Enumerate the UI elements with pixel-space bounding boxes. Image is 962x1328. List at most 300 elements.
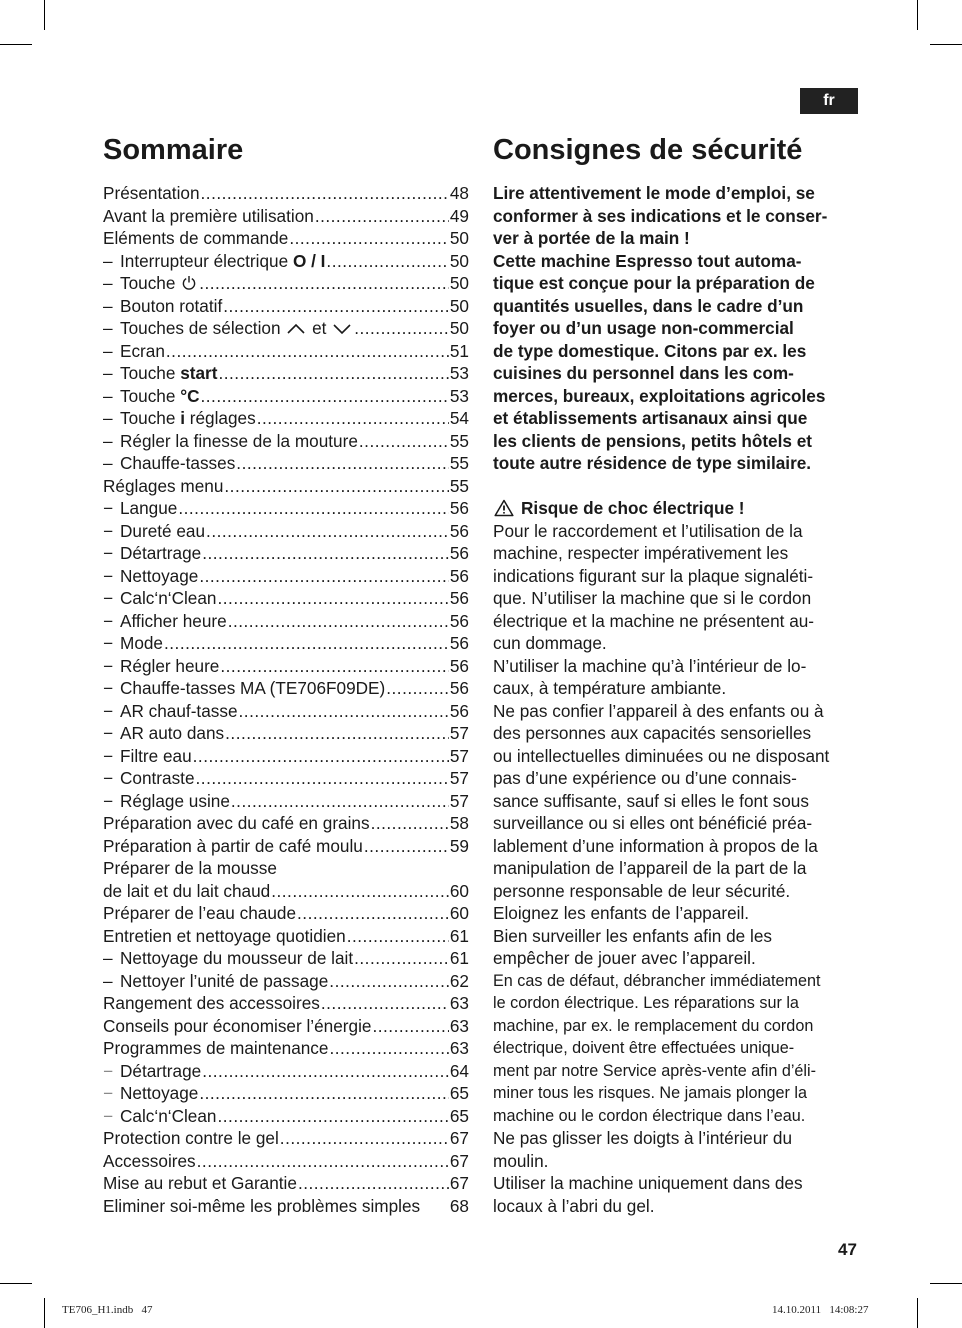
toc-page-number: 65 [449,1105,469,1126]
toc-page-number: 49 [449,205,469,226]
toc-entry [103,835,469,858]
body-line: manipulation de l’appareil de la part de la [493,858,807,878]
body-line: Utiliser la machine uniquement dans des [493,1173,803,1193]
toc-entry [103,430,469,453]
body-line-small: machine ou le cordon électrique dans l’eau. [493,1106,806,1125]
toc-label-text: Accessoires [103,1150,196,1171]
toc-entry [103,565,469,588]
toc-label-text: Réglage usine [120,790,230,811]
toc-page-number: 56 [449,700,469,721]
toc-leader [354,317,449,340]
toc-label-text: Calc‘n‘Clean [120,1105,217,1126]
body-line: Ne pas confier l’appareil à des enfants ou à [493,700,824,721]
crop-mark [0,1283,32,1284]
toc-label [120,745,192,768]
toc-page-number: 67 [449,1150,469,1171]
toc-label [103,857,277,880]
toc-leader [354,947,449,970]
toc-label [103,925,346,948]
toc-entry [103,632,469,655]
toc-page-number: 56 [449,610,469,631]
toc-key-name: start [180,363,218,383]
body-line-small: ment par notre Service après-vente afin d’éli- [493,1061,817,1080]
body-line: caux, à température ambiante. [493,678,727,698]
toc-page-number: 56 [449,655,469,676]
toc-leader [257,407,449,430]
toc-label-text: AR chauf-tasse [120,700,238,721]
toc-leader [364,835,449,858]
toc-label-text: Chauffe-tasses [120,453,236,473]
warning-heading [493,497,865,520]
toc-entry [103,1195,469,1218]
body-line: Bien surveiller les enfants afin de les [493,925,772,946]
toc-leader [218,362,448,385]
toc-entry [103,902,469,925]
toc-page-number: 51 [449,340,469,361]
toc-dash: – [103,970,113,991]
toc-label [103,835,363,858]
toc-leader [202,1060,449,1083]
toc-label [120,677,385,700]
body-line-small: électrique, doivent être effectuées unique- [493,1039,795,1057]
body-line: sance suffisante, sauf si elles le font sous [493,790,809,811]
toc-page-number: 61 [449,925,469,946]
toc-entry [103,317,469,340]
toc-leader [321,992,449,1015]
toc-dash: − [103,610,114,631]
toc-page-number: 59 [449,835,469,856]
body-line: Pour le raccordement et l’utilisation de la [493,520,803,541]
toc-label [120,362,217,385]
toc-entry [103,857,469,902]
footer-file: TE706_H1.indb 47 [62,1304,153,1316]
toc-page-number: 63 [449,1015,469,1036]
toc-entry [103,272,469,295]
body-line: lablement d’une information à propos de la [493,835,818,856]
body-line: empêcher de jouer avec l’appareil. [493,948,756,968]
toc-leader [371,812,449,835]
toc-leader [289,227,449,250]
toc-entry [103,497,469,520]
safety-body [493,520,865,970]
toc-dash: – [103,340,113,361]
toc-label [103,1195,420,1218]
toc-dash: − [103,1083,114,1103]
toc-label-text: AR auto dans [120,723,225,743]
toc-leader [228,610,449,633]
toc-page-number: 63 [449,993,469,1013]
warning-icon [494,499,514,517]
toc-label [103,205,314,228]
toc-page-number: 56 [449,520,469,541]
toc-leader [199,565,449,588]
footer-datetime: 14.10.2011 14:08:27 [772,1304,869,1316]
toc-label [120,565,198,588]
toc-leader [202,542,449,565]
toc-label-text: Avant la première utilisation [103,205,314,226]
toc-entry [103,677,469,700]
toc-label-text: Contraste [120,768,195,788]
toc-dash: − [103,768,114,788]
body-line: Eloignez les enfants de l’appareil. [493,903,750,923]
toc-entry [103,610,469,633]
chevron-down-icon [332,322,352,336]
toc-label-text: Protection contre le gel [103,1128,279,1148]
toc-entry [103,362,469,385]
toc-label-text: Touche [120,273,181,293]
toc-page-number: 54 [449,408,469,428]
toc-entry [103,1015,469,1038]
toc-leader [315,205,449,228]
toc-label-text: Interrupteur électrique [120,250,293,271]
toc-entry [103,722,469,745]
toc-dash: – [103,295,113,316]
toc-entry [103,227,469,250]
toc-page-number: 48 [449,183,469,203]
toc-leader [326,250,448,273]
body-line: cun dommage. [493,633,607,653]
toc-dash: – [103,250,113,271]
toc-label [120,632,163,655]
toc-key-name: O / I [292,250,326,271]
safety-body-small [493,970,865,1128]
toc-entry-line [103,880,469,903]
toc-leader [372,1015,448,1038]
body-line-small: machine, par ex. le remplacement du cordon [493,1016,814,1035]
toc-label [120,610,227,633]
toc-leader [225,722,449,745]
toc-entry [103,1082,469,1105]
toc-label-text: Programmes de maintenance [103,1038,329,1058]
toc-label [103,227,288,250]
toc-page-number: 68 [449,1195,469,1216]
toc-label-text: Régler la finesse de la mouture [120,430,358,451]
toc-label-text: Préparation avec du café en grains [103,813,370,833]
body-line-small: le cordon électrique. Les réparations sur la [493,994,799,1012]
crop-mark [917,0,918,30]
toc-leader [218,1105,449,1128]
body-line: ou intellectuelles diminuées ou ne disposant [493,745,830,766]
page-number: 47 [838,1240,857,1259]
toc-label [120,452,235,475]
toc-label-text: Entretien et nettoyage quotidien [103,925,346,946]
toc-entry [103,1037,469,1060]
toc-page-number: 50 [449,318,469,338]
toc-entry [103,1127,469,1150]
intro-line: Cette machine Espresso tout automa- [493,250,802,271]
toc-dash: – [103,273,113,293]
toc-dash: − [103,700,114,721]
toc-page-number: 61 [449,948,469,968]
toc-dash: – [103,318,113,338]
crop-mark [930,44,962,45]
power-icon [181,275,197,291]
toc-label [120,790,230,813]
body-line: des personnes aux capacités sensorielles [493,723,812,743]
toc-entry [103,295,469,318]
toc-leader [386,677,449,700]
toc-label-text: Langue [120,498,178,518]
toc-label [120,767,195,790]
toc-label [120,1105,217,1128]
toc-entry [103,947,469,970]
toc-leader [280,1127,449,1150]
toc-entry [103,970,469,993]
toc-page-number: 57 [449,723,469,743]
safety-section [493,130,865,1217]
toc-label-text: Rangement des accessoires [103,993,320,1013]
toc-leader [329,970,449,993]
toc-label-text: Touche [120,385,181,406]
toc-entry [103,250,469,273]
toc-label [120,407,256,430]
intro-line: Lire attentivement le mode d’emploi, se [493,183,815,203]
toc-dash: − [103,1105,114,1126]
crop-mark [0,44,32,45]
toc-label-text: Nettoyer l’unité de passage [120,970,329,991]
body-line: Ne pas glisser les doigts à l’intérieur du [493,1128,793,1148]
toc-leader [223,295,449,318]
toc-page-number: 57 [449,745,469,766]
toc-page-number: 56 [449,565,469,586]
toc-dash: − [103,1060,114,1081]
intro-line: quantités usuelles, dans le cadre d’un [493,295,804,316]
crop-mark [917,1298,918,1328]
intro-line: et établissements artisanaux ainsi que [493,408,808,428]
toc-label [103,812,370,835]
toc-label-text: Régler heure [120,655,220,676]
toc-label [120,250,325,273]
toc-dash: – [103,408,113,428]
toc-label-text: Nettoyage [120,565,199,586]
toc-label-text: Conseils pour économiser l’énergie [103,1015,372,1036]
toc-label [103,1150,196,1173]
toc-dash: – [103,363,113,383]
toc-list [103,182,469,1217]
toc-label-text: Afficher heure [120,610,227,631]
toc-label-text: Filtre eau [120,745,192,766]
toc-label-text: Détartrage [120,1060,202,1081]
crop-mark [44,1298,45,1328]
toc-entry [103,1105,469,1128]
table-of-contents [103,130,469,1217]
toc-entry [103,992,469,1015]
toc-label [120,542,201,565]
intro-line: tique est conçue pour la préparation de [493,273,815,293]
toc-dash: – [103,385,113,406]
toc-entry [103,587,469,610]
toc-entry [103,452,469,475]
toc-leader [199,1082,449,1105]
toc-dash: − [103,790,114,811]
toc-label [120,947,353,970]
body-line: locaux à l’abri du gel. [493,1195,655,1216]
toc-leader [178,497,449,520]
toc-leader [164,632,449,655]
language-badge: fr [800,88,858,114]
toc-entry [103,205,469,228]
toc-label-text: Calc‘n‘Clean [120,588,217,608]
intro-line: toute autre résidence de type similaire. [493,453,812,473]
toc-label-text: Ecran [120,340,165,361]
toc-page-number: 57 [449,768,469,788]
toc-label [103,992,320,1015]
toc-label [103,1037,328,1060]
toc-page-number: 53 [449,363,469,383]
toc-label-text: Eliminer soi-même les problèmes simples [103,1195,421,1216]
toc-leader [206,520,449,543]
toc-label-text: Mise au rebut et Garantie [103,1173,297,1193]
toc-label [120,430,358,453]
toc-label-text: Présentation [103,183,200,203]
toc-label-text: Détartrage [120,543,202,563]
toc-label [120,340,165,363]
toc-label [103,902,296,925]
toc-label [120,1082,198,1105]
toc-page-number: 50 [449,295,469,316]
toc-page-number: 55 [449,430,469,451]
toc-leader [224,475,448,498]
toc-page-number: 56 [449,678,469,698]
toc-entry [103,655,469,678]
toc-label [103,1172,297,1195]
toc-entry [103,790,469,813]
safety-intro [493,182,865,475]
crop-mark [44,0,45,30]
chevron-up-icon [286,322,306,336]
toc-label-text: réglages [184,408,256,428]
toc-leader [239,700,449,723]
toc-leader [329,1037,448,1060]
toc-entry [103,1172,469,1195]
toc-entry [103,1060,469,1083]
toc-label [120,520,205,543]
toc-label-text: Dureté eau [120,520,206,541]
toc-leader [298,1172,449,1195]
toc-dash: − [103,633,114,653]
toc-label-text: Préparer de la mousse [103,858,277,878]
toc-label [120,587,217,610]
toc-label [103,182,200,205]
toc-label-text: et [307,318,332,338]
toc-dash: − [103,678,114,698]
toc-leader [166,340,449,363]
intro-line: merces, bureaux, exploitations agricoles [493,385,826,406]
toc-leader [218,587,449,610]
toc-page-number: 67 [449,1173,469,1193]
toc-label-text: Bouton rotatif [120,295,223,316]
toc-page-number: 65 [449,1083,469,1103]
toc-leader [236,452,449,475]
toc-leader [347,925,449,948]
toc-leader [220,655,449,678]
toc-leader [297,902,449,925]
toc-page-number: 60 [449,880,469,901]
toc-label [120,700,238,723]
toc-label-text: Nettoyage du mousseur de lait [120,948,354,968]
toc-dash: − [103,498,114,518]
toc-leader [197,1150,449,1173]
toc-entry [103,340,469,363]
toc-label [120,1060,201,1083]
toc-label [103,475,223,498]
toc-label [120,497,177,520]
crop-mark [930,1283,962,1284]
toc-label-text: Touche [120,408,181,428]
toc-label [120,385,200,408]
body-line: indications figurant sur la plaque signaléti- [493,565,814,586]
intro-line: conformer à ses indications et le conser- [493,205,828,226]
toc-label-text: Touche [120,363,181,383]
toc-leader [193,745,449,768]
toc-entry [103,925,469,948]
toc-leader [359,430,449,453]
toc-label-text: Nettoyage [120,1083,199,1103]
toc-entry [103,812,469,835]
toc-page-number: 50 [449,228,469,248]
toc-entry [103,182,469,205]
toc-key-name: i [180,408,185,428]
toc-page-number: 53 [449,385,469,406]
toc-label [120,655,219,678]
toc-label-text: Eléments de commande [103,228,289,248]
toc-entry [103,407,469,430]
toc-leader [196,767,449,790]
toc-page-number: 67 [449,1128,469,1148]
toc-label-text: Préparer de l’eau chaude [103,903,297,923]
toc-page-number: 50 [449,250,469,271]
toc-label [103,1127,279,1150]
toc-page-number: 56 [449,633,469,653]
toc-dash: − [103,543,114,563]
intro-line: les clients de pensions, petits hôtels et [493,430,813,451]
toc-dash: – [103,948,113,968]
toc-dash: − [103,745,114,766]
toc-entry [103,475,469,498]
toc-label-text: Chauffe-tasses MA (TE706F09DE) [120,678,386,698]
toc-dash: – [103,430,113,451]
body-line: surveillance ou si elles ont bénéficié préa- [493,813,813,833]
toc-entry [103,542,469,565]
toc-entry [103,385,469,408]
toc-dash: − [103,520,114,541]
toc-page-number: 64 [449,1060,469,1081]
body-line: électrique et la machine ne présentent au- [493,610,815,631]
body-line: moulin. [493,1150,549,1171]
toc-label [120,295,222,318]
toc-page-number: 63 [449,1038,469,1058]
toc-dash: – [103,453,113,473]
intro-line: de type domestique. Citons par ex. les [493,340,807,361]
toc-dash: − [103,565,114,586]
toc-label-text: Touches de sélection [120,318,286,338]
toc-label-text: de lait et du lait chaud [103,880,271,901]
toc-leader [231,790,449,813]
body-line: machine, respecter impérativement les [493,543,789,563]
toc-page-number: 62 [449,970,469,991]
toc-title: Sommaire [103,134,244,166]
safety-body-tail [493,1127,865,1217]
toc-leader [201,385,449,408]
toc-page-number: 55 [449,453,469,473]
toc-page-number: 57 [449,790,469,811]
warning-title: Risque de choc électrique ! [521,498,745,518]
toc-entry-line [103,857,469,880]
toc-label [120,317,353,340]
toc-page-number: 50 [449,273,469,293]
body-line-small: En cas de défaut, débrancher immédiatement [493,971,821,990]
toc-leader [201,182,449,205]
